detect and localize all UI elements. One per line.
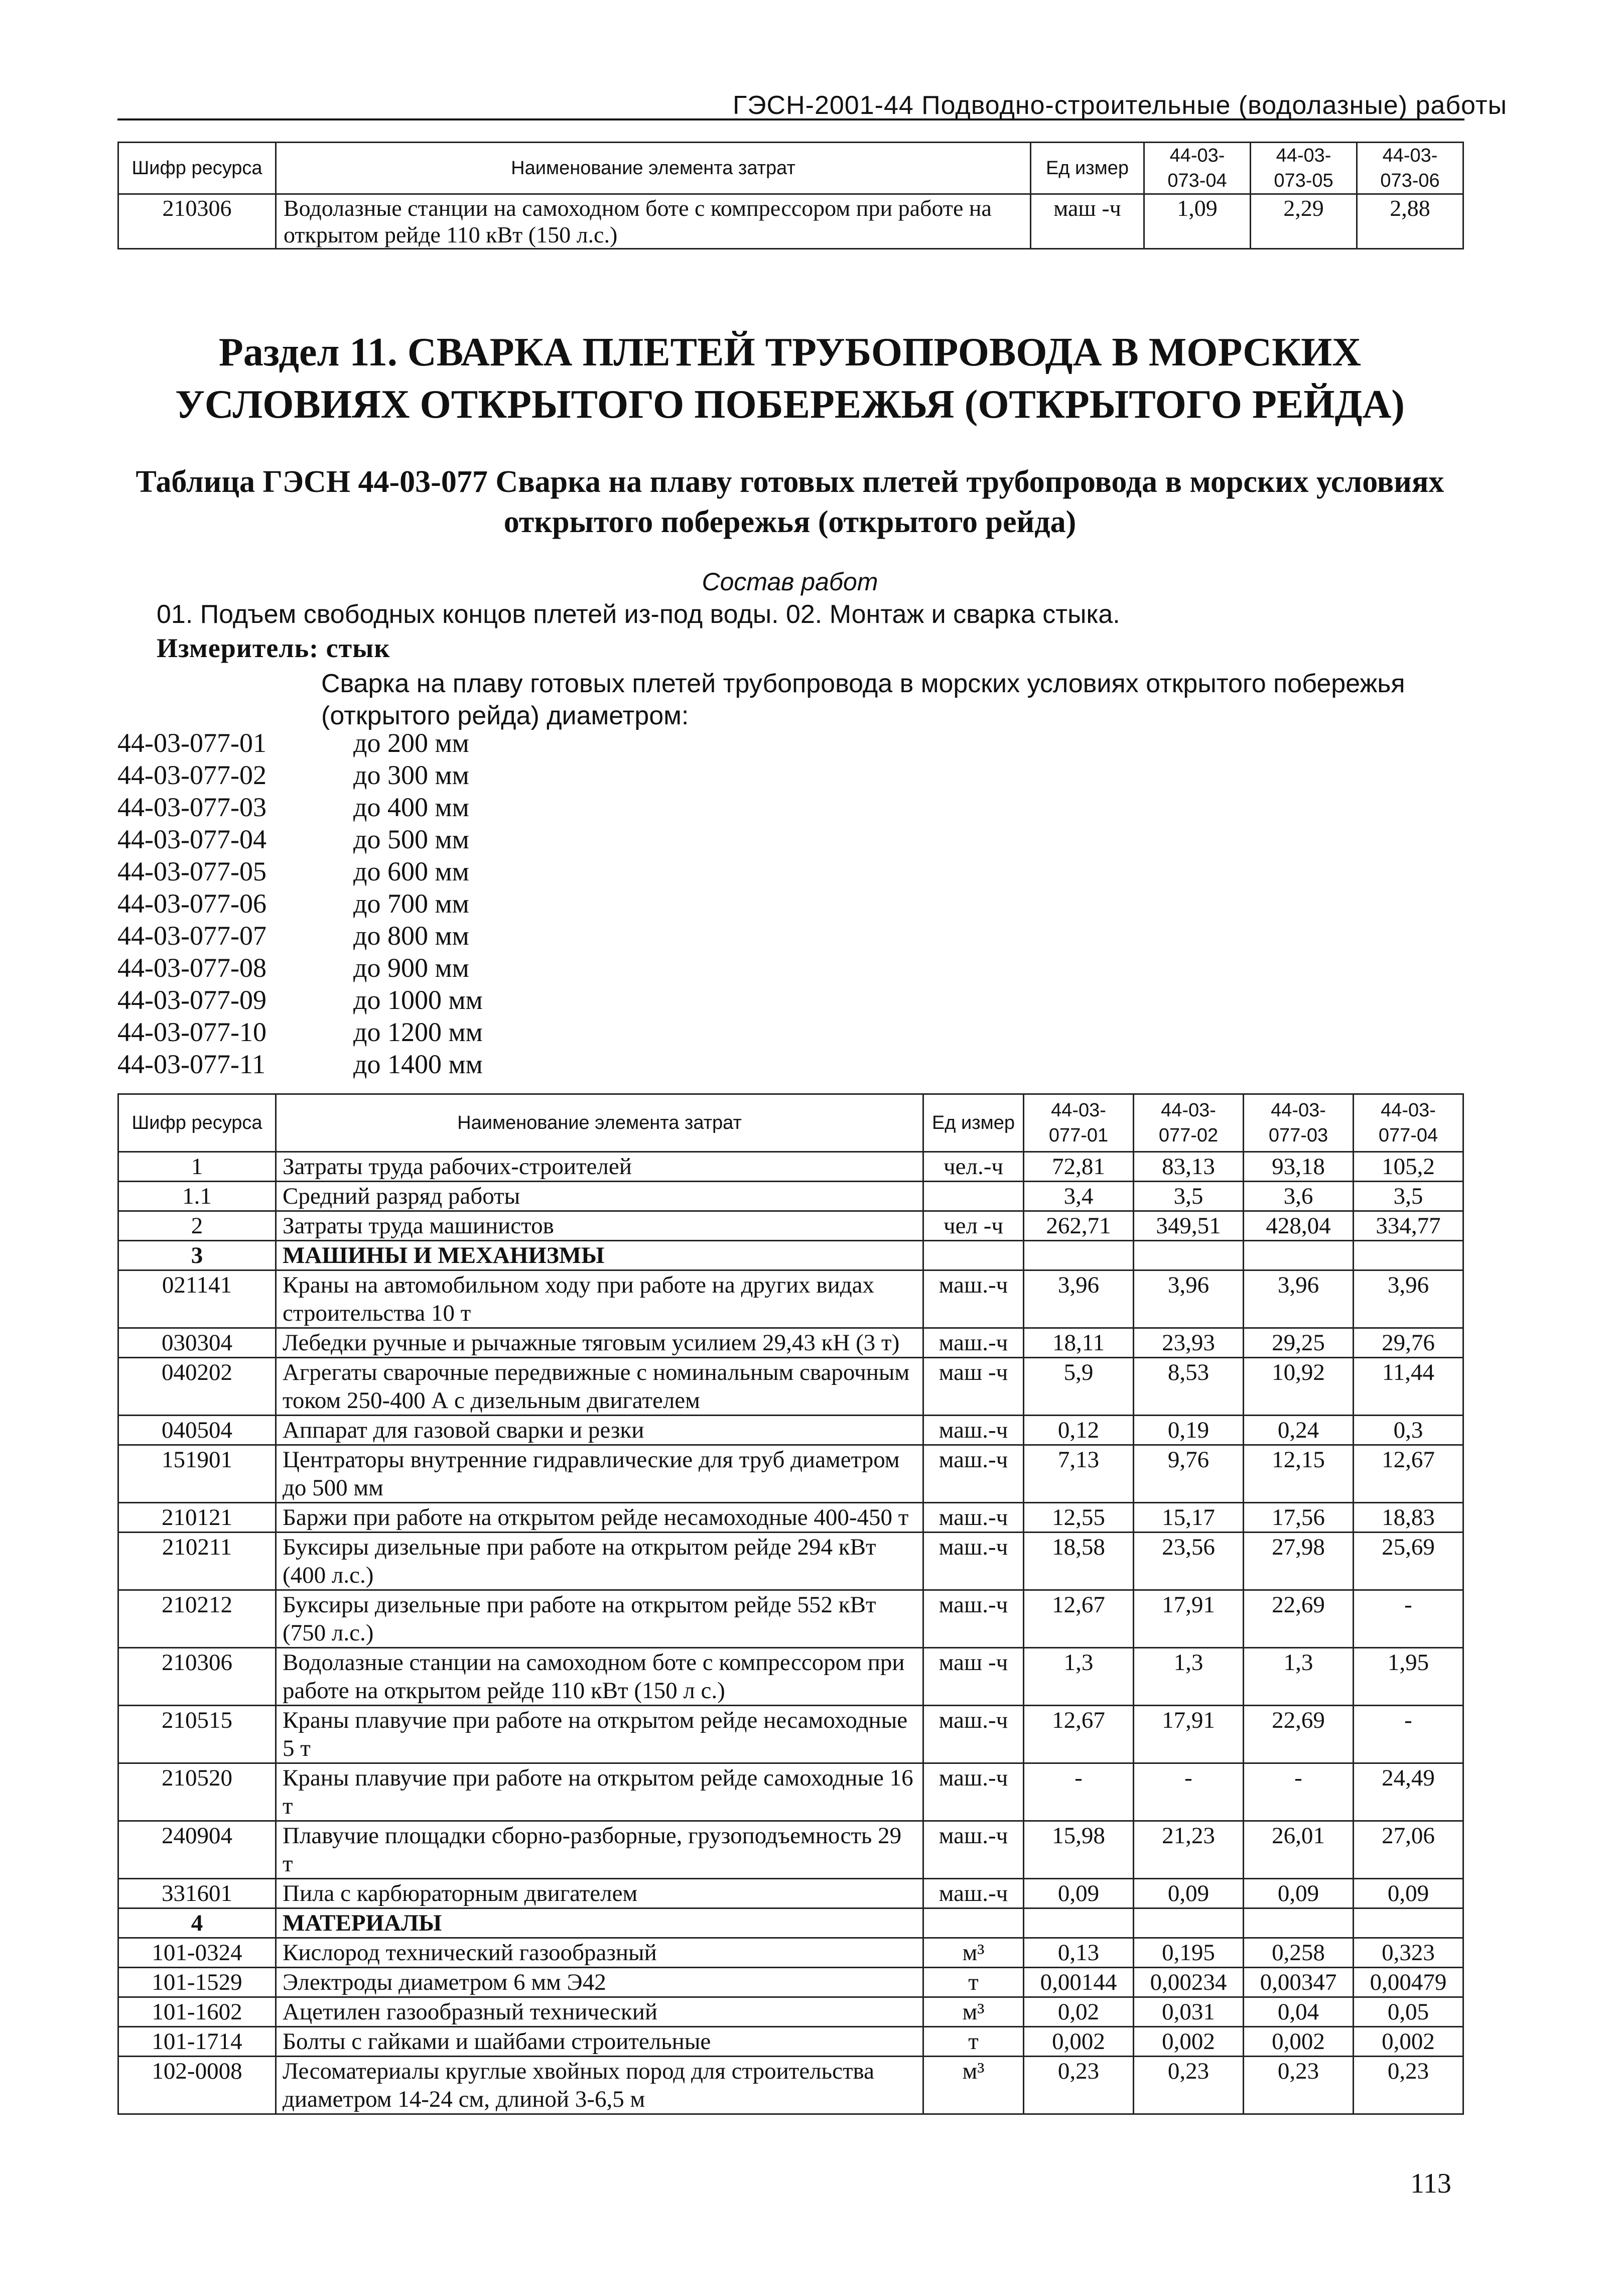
value-cell: 1,3 [1024,1648,1134,1706]
value-cell: 3,4 [1024,1182,1134,1211]
value-cell: 15,98 [1024,1821,1134,1879]
table-row [118,1533,1463,1590]
table-row [118,1152,1463,1182]
value-cell: 22,69 [1244,1590,1354,1648]
code-item [117,1016,483,1048]
code-number: 44-03-077-02 [117,760,266,790]
resource-name: Электроды диаметром 6 мм Э42 [276,1968,923,1997]
running-header: ГЭСН-2001-44 Подводно-строительные (водолазные) работы [733,91,1508,120]
value-cell [1024,1241,1134,1270]
resource-name: Лебедки ручные и рычажные тяговым усилием 29,43 кН (3 т) [276,1328,923,1358]
resource-name: Аппарат для газовой сварки и резки [276,1416,923,1445]
value-cell: - [1134,1763,1244,1821]
table-row [118,2057,1463,2114]
value-cell: 3,5 [1354,1182,1463,1211]
code-number: 44-03-077-05 [117,856,266,886]
resource-code: 021141 [118,1270,276,1328]
code-item [117,759,483,791]
resource-name: Пила с карбюраторным двигателем [276,1879,923,1908]
unit-cell: маш.-ч [923,1416,1024,1445]
resource-name: Средний разряд работы [276,1182,923,1211]
value-cell: 0,02 [1024,1997,1134,2027]
resource-name: Водолазные станции на самоходном боте с компрессором при работе на открытом рейде 110 кВт (150 л с.) [276,1648,923,1706]
value-cell [1024,1908,1134,1938]
resource-code: 210520 [118,1763,276,1821]
value-cell: 0,09 [1354,1879,1463,1908]
resource-code: 101-1529 [118,1968,276,1997]
section-title: Раздел 11. СВАРКА ПЛЕТЕЙ ТРУБОПРОВОДА В МОРСКИХ УСЛОВИЯХ ОТКРЫТОГО ПОБЕРЕЖЬЯ (ОТКРЫТОГО РЕЙДА) [175,330,1405,427]
value-cell: 262,71 [1024,1211,1134,1241]
code-item [117,855,483,887]
table-title: Таблица ГЭСН 44-03-077 Сварка на плаву готовых плетей трубопровода в морских условиях открытого побережья (открытого рейда) [136,465,1444,539]
value-cell: 0,23 [1024,2057,1134,2114]
code-diameter: до 800 мм [353,921,469,951]
value-cell: 0,002 [1244,2027,1354,2057]
value-cell: 0,3 [1354,1416,1463,1445]
resource-code: 331601 [118,1879,276,1908]
value-cell: 22,69 [1244,1706,1354,1763]
value-cell: 3,96 [1354,1270,1463,1328]
unit-cell: маш -ч [923,1648,1024,1706]
column-header: 44-03- 077-04 [1354,1094,1463,1152]
resource-code: 1.1 [118,1182,276,1211]
unit-cell: маш.-ч [923,1763,1024,1821]
resource-name: Буксиры дизельные при работе на открытом рейде 552 кВт (750 л.с.) [276,1590,923,1648]
column-header: Шифр ресурса [118,1094,276,1152]
code-item [117,887,483,920]
value-cell: 27,98 [1244,1533,1354,1590]
resource-name: Затраты труда машинистов [276,1211,923,1241]
value-cell: 3,96 [1024,1270,1134,1328]
value-cell: 105,2 [1354,1152,1463,1182]
value-cell: 11,44 [1354,1358,1463,1416]
value-cell: 0,05 [1354,1997,1463,2027]
column-header: Наименование элемента затрат [276,1094,923,1152]
value-cell: 21,23 [1134,1821,1244,1879]
table-row [118,1416,1463,1445]
code-list [117,727,483,1080]
table-main-header-row [118,1094,1463,1152]
resource-name: Ацетилен газообразный технический [276,1997,923,2027]
column-header: Ед измер [1031,143,1144,194]
table-cell: 1,09 [1144,194,1251,249]
value-cell: 24,49 [1354,1763,1463,1821]
column-header: Наименование элемента затрат [276,143,1031,194]
code-diameter: до 200 мм [353,728,469,758]
table-cell: маш -ч [1031,194,1144,249]
value-cell: 12,67 [1354,1445,1463,1503]
unit-cell: т [923,1968,1024,1997]
value-cell: 349,51 [1134,1211,1244,1241]
code-number: 44-03-077-04 [117,824,266,854]
value-cell: - [1024,1763,1134,1821]
value-cell: 0,00234 [1134,1968,1244,1997]
unit-cell: м³ [923,1997,1024,2027]
resource-code: 101-1602 [118,1997,276,2027]
value-cell: 12,67 [1024,1590,1134,1648]
resource-name: Плавучие площадки сборно-разборные, грузоподъемность 29 т [276,1821,923,1879]
value-cell: 1,3 [1244,1648,1354,1706]
value-cell: - [1354,1706,1463,1763]
unit-cell [923,1182,1024,1211]
code-number: 44-03-077-08 [117,953,266,983]
value-cell: 23,56 [1134,1533,1244,1590]
value-cell: - [1354,1590,1463,1648]
code-diameter: до 1000 мм [353,985,483,1015]
value-cell: 0,13 [1024,1938,1134,1968]
table-row [118,194,1463,249]
resource-name: Краны плавучие при работе на открытом рейде несамоходные 5 т [276,1706,923,1763]
value-cell: 7,13 [1024,1445,1134,1503]
unit-cell: м³ [923,2057,1024,2114]
value-cell: 0,002 [1024,2027,1134,2057]
value-cell: 334,77 [1354,1211,1463,1241]
unit-cell: маш.-ч [923,1445,1024,1503]
code-diameter: до 1200 мм [353,1017,483,1047]
value-cell [1134,1241,1244,1270]
unit-cell: т [923,2027,1024,2057]
resource-name: МАШИНЫ И МЕХАНИЗМЫ [276,1241,923,1270]
value-cell: 27,06 [1354,1821,1463,1879]
value-cell: 0,258 [1244,1938,1354,1968]
value-cell: 0,002 [1354,2027,1463,2057]
section-row [118,1908,1463,1938]
value-cell: 1,3 [1134,1648,1244,1706]
value-cell: 0,23 [1354,2057,1463,2114]
value-cell [1354,1908,1463,1938]
section-row [118,1241,1463,1270]
table-row [118,2027,1463,2057]
column-header: Ед измер [923,1094,1024,1152]
unit-cell: маш.-ч [923,1706,1024,1763]
work-text: 01. Подъем свободных концов плетей из-под воды. 02. Монтаж и сварка стыка. [157,600,1120,629]
unit-cell: маш.-ч [923,1879,1024,1908]
value-cell: 0,09 [1134,1879,1244,1908]
resource-name: Баржи при работе на открытом рейде несамоходные 400-450 т [276,1503,923,1533]
value-cell: 1,95 [1354,1648,1463,1706]
code-item [117,823,483,855]
resource-name: Водолазные станции на самоходном боте с компрессором при работе на открытом рейде 110 кВт (150 л.с.) [276,194,1031,249]
unit-cell [923,1241,1024,1270]
code-item [117,791,483,823]
unit-cell: маш -ч [923,1358,1024,1416]
code-diameter: до 700 мм [353,888,469,919]
code-diameter: до 900 мм [353,953,469,983]
resource-name: Затраты труда рабочих-строителей [276,1152,923,1182]
resource-name: Агрегаты сварочные передвижные с номинальным сварочным током 250-400 А с дизельным двигателем [276,1358,923,1416]
unit-cell: маш.-ч [923,1503,1024,1533]
resource-code: 210212 [118,1590,276,1648]
code-diameter: до 1400 мм [353,1049,483,1079]
code-diameter: до 300 мм [353,760,469,790]
value-cell: 0,04 [1244,1997,1354,2027]
unit-cell: маш.-ч [923,1328,1024,1358]
column-header: 44-03- 073-05 [1251,143,1357,194]
resource-name: Лесоматериалы круглые хвойных пород для строительства диаметром 14-24 см, длиной 3-6,5 м [276,2057,923,2114]
resource-code: 3 [118,1241,276,1270]
value-cell: 0,195 [1134,1938,1244,1968]
code-number: 44-03-077-06 [117,888,266,919]
value-cell: 5,9 [1024,1358,1134,1416]
table-row [118,1938,1463,1968]
value-cell: 0,323 [1354,1938,1463,1968]
code-item [117,984,483,1016]
value-cell: 83,13 [1134,1152,1244,1182]
value-cell: 29,25 [1244,1328,1354,1358]
table-cell: 2,88 [1357,194,1463,249]
value-cell [1134,1908,1244,1938]
code-diameter: до 400 мм [353,792,469,822]
value-cell [1354,1241,1463,1270]
code-number: 44-03-077-07 [117,921,266,951]
value-cell: 0,23 [1244,2057,1354,2114]
value-cell: 23,93 [1134,1328,1244,1358]
unit-cell [923,1908,1024,1938]
unit-cell: маш.-ч [923,1590,1024,1648]
value-cell: 18,83 [1354,1503,1463,1533]
value-cell: 0,00479 [1354,1968,1463,1997]
table-top-header-row [118,143,1463,194]
code-number: 44-03-077-03 [117,792,266,822]
value-cell: 0,002 [1134,2027,1244,2057]
code-number: 44-03-077-11 [117,1049,265,1079]
value-cell: 0,23 [1134,2057,1244,2114]
table-row [118,1211,1463,1241]
table-row [118,1445,1463,1503]
value-cell: 0,24 [1244,1416,1354,1445]
resource-code: 210121 [118,1503,276,1533]
work-heading: Состав работ [702,568,878,596]
resource-name: Кислород технический газообразный [276,1938,923,1968]
value-cell: 17,91 [1134,1590,1244,1648]
unit-cell: чел.-ч [923,1152,1024,1182]
value-cell: 17,56 [1244,1503,1354,1533]
table-row [118,1968,1463,1997]
value-cell [1244,1908,1354,1938]
column-header: 44-03- 077-02 [1134,1094,1244,1152]
value-cell: - [1244,1763,1354,1821]
value-cell: 10,92 [1244,1358,1354,1416]
value-cell: 18,58 [1024,1533,1134,1590]
table-row [118,1182,1463,1211]
measure-unit: Измеритель: стык [157,633,390,663]
code-item [117,727,483,759]
value-cell: 3,6 [1244,1182,1354,1211]
value-cell: 0,19 [1134,1416,1244,1445]
value-cell: 3,96 [1244,1270,1354,1328]
table-cell: 210306 [118,194,276,249]
resource-name: Краны плавучие при работе на открытом рейде самоходные 16 т [276,1763,923,1821]
resource-code: 210211 [118,1533,276,1590]
resource-code: 102-0008 [118,2057,276,2114]
value-cell: 0,00347 [1244,1968,1354,1997]
code-item [117,1048,483,1080]
column-header: Шифр ресурса [118,143,276,194]
table-row [118,1358,1463,1416]
header-rule [117,118,1464,120]
resource-code: 101-0324 [118,1938,276,1968]
table-row [118,1590,1463,1648]
resource-code: 030304 [118,1328,276,1358]
resource-name: МАТЕРИАЛЫ [276,1908,923,1938]
value-cell [1244,1241,1354,1270]
table-row [118,1503,1463,1533]
value-cell: 3,5 [1134,1182,1244,1211]
resource-code: 040504 [118,1416,276,1445]
value-cell: 17,91 [1134,1706,1244,1763]
value-cell: 12,15 [1244,1445,1354,1503]
unit-cell: чел -ч [923,1211,1024,1241]
value-cell: 8,53 [1134,1358,1244,1416]
value-cell: 93,18 [1244,1152,1354,1182]
resource-code: 240904 [118,1821,276,1879]
unit-cell: маш.-ч [923,1270,1024,1328]
unit-cell: маш.-ч [923,1533,1024,1590]
resource-name: Болты с гайками и шайбами строительные [276,2027,923,2057]
table-row [118,1328,1463,1358]
value-cell: 0,09 [1244,1879,1354,1908]
value-cell: 25,69 [1354,1533,1463,1590]
value-cell: 12,67 [1024,1706,1134,1763]
table-row [118,1821,1463,1879]
page-number: 113 [1410,2168,1451,2199]
table-top [117,142,1464,249]
resource-code: 4 [118,1908,276,1938]
resource-name: Краны на автомобильном ходу при работе на других видах строительства 10 т [276,1270,923,1328]
value-cell: 0,031 [1134,1997,1244,2027]
code-number: 44-03-077-01 [117,728,266,758]
resource-code: 040202 [118,1358,276,1416]
table-row [118,1706,1463,1763]
value-cell: 428,04 [1244,1211,1354,1241]
table-row [118,1648,1463,1706]
value-cell: 29,76 [1354,1328,1463,1358]
code-number: 44-03-077-10 [117,1017,266,1047]
description: Сварка на плаву готовых плетей трубопровода в морских условиях открытого побережья (открытого рейда) диаметром: [321,669,1405,730]
code-number: 44-03-077-09 [117,985,266,1015]
resource-name: Буксиры дизельные при работе на открытом рейде 294 кВт (400 л.с.) [276,1533,923,1590]
unit-cell: маш.-ч [923,1821,1024,1879]
column-header: 44-03- 077-03 [1244,1094,1354,1152]
table-row [118,1763,1463,1821]
value-cell: 15,17 [1134,1503,1244,1533]
resource-code: 2 [118,1211,276,1241]
table-row [118,1270,1463,1328]
table-cell: 2,29 [1251,194,1357,249]
resource-code: 210306 [118,1648,276,1706]
code-diameter: до 500 мм [353,824,469,854]
value-cell: 18,11 [1024,1328,1134,1358]
resource-code: 1 [118,1152,276,1182]
resource-code: 151901 [118,1445,276,1503]
value-cell: 72,81 [1024,1152,1134,1182]
value-cell: 0,12 [1024,1416,1134,1445]
column-header: 44-03- 073-06 [1357,143,1463,194]
table-row [118,1997,1463,2027]
resource-code: 210515 [118,1706,276,1763]
value-cell: 9,76 [1134,1445,1244,1503]
column-header: 44-03- 077-01 [1024,1094,1134,1152]
unit-cell: м³ [923,1938,1024,1968]
value-cell: 3,96 [1134,1270,1244,1328]
resource-code: 101-1714 [118,2027,276,2057]
code-diameter: до 600 мм [353,856,469,886]
value-cell: 26,01 [1244,1821,1354,1879]
resource-name: Центраторы внутренние гидравлические для труб диаметром до 500 мм [276,1445,923,1503]
column-header: 44-03- 073-04 [1144,143,1251,194]
table-main [117,1093,1464,2115]
table-row [118,1879,1463,1908]
value-cell: 12,55 [1024,1503,1134,1533]
value-cell: 0,09 [1024,1879,1134,1908]
code-item [117,920,483,952]
value-cell: 0,00144 [1024,1968,1134,1997]
code-item [117,952,483,984]
